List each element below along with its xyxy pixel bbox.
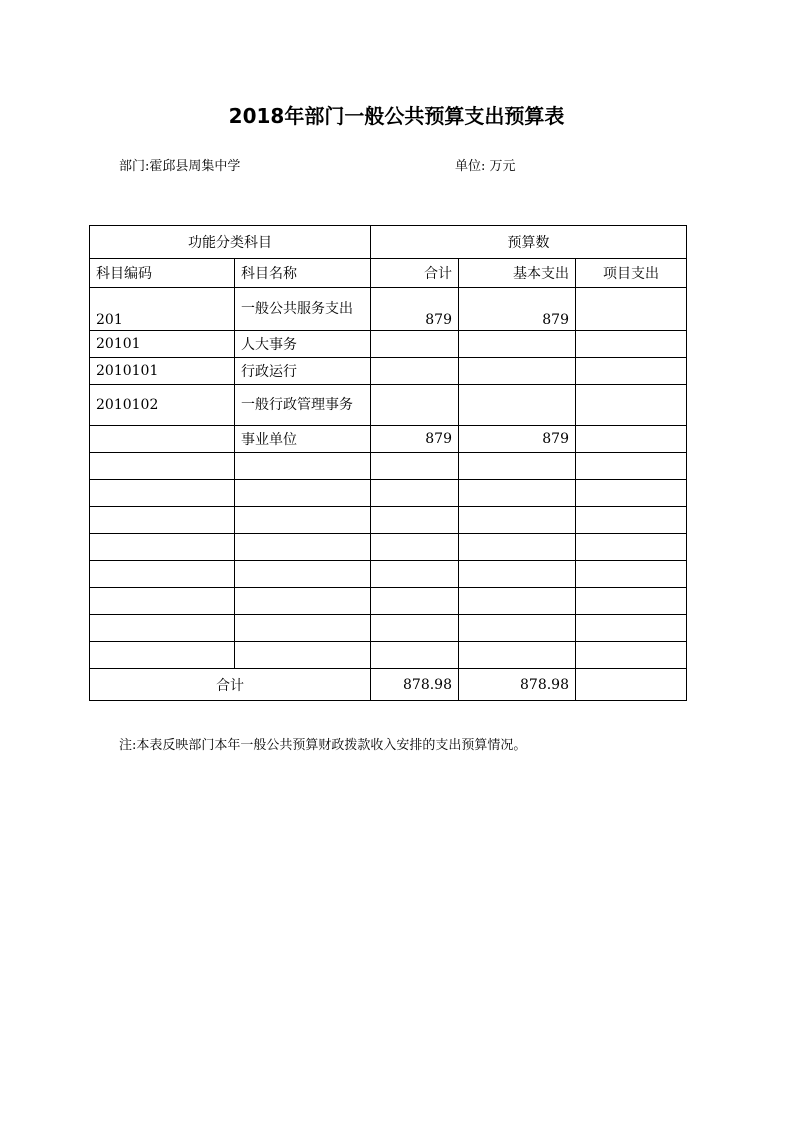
empty-table-row	[90, 480, 687, 507]
cell-basic: 879	[459, 288, 576, 331]
header-func-category: 功能分类科目	[90, 226, 371, 259]
empty-table-row	[90, 534, 687, 561]
cell-name: 人大事务	[235, 331, 371, 358]
cell-name: 一般行政管理事务	[235, 385, 371, 426]
table-header-row	[90, 226, 687, 259]
empty-table-row	[90, 615, 687, 642]
budget-table	[89, 225, 687, 701]
cell-name: 一般公共服务支出	[235, 288, 371, 331]
total-row	[90, 669, 687, 701]
footnote: 注:本表反映部门本年一般公共预算财政拨款收入安排的支出预算情况。	[119, 738, 527, 753]
header-total: 合计	[371, 259, 459, 288]
header-project: 项目支出	[576, 259, 687, 288]
total-basic: 878.98	[459, 669, 576, 701]
empty-table-row	[90, 642, 687, 669]
cell-basic: 879	[459, 426, 576, 453]
total-label: 合计	[90, 669, 371, 701]
page-title: 2018年部门一般公共预算支出预算表	[228, 104, 565, 128]
empty-table-row	[90, 588, 687, 615]
total-project	[576, 669, 687, 701]
header-basic: 基本支出	[459, 259, 576, 288]
cell-name: 行政运行	[235, 358, 371, 385]
cell-total	[371, 385, 459, 426]
cell-name: 事业单位	[235, 426, 371, 453]
table-subheader-row	[90, 259, 687, 288]
header-name: 科目名称	[235, 259, 371, 288]
table-row	[90, 288, 687, 331]
table-row	[90, 426, 687, 453]
department-label: 部门:霍邱县周集中学	[119, 159, 241, 174]
cell-code: 201	[90, 288, 235, 331]
header-budget-amount: 预算数	[371, 226, 687, 259]
cell-code: 2010102	[90, 385, 235, 426]
table-row	[90, 331, 687, 358]
total-sum: 878.98	[371, 669, 459, 701]
table-row	[90, 385, 687, 426]
empty-table-row	[90, 561, 687, 588]
cell-code: 20101	[90, 331, 235, 358]
cell-project	[576, 331, 687, 358]
unit-label: 单位: 万元	[455, 159, 516, 174]
cell-basic	[459, 331, 576, 358]
cell-code: 2010101	[90, 358, 235, 385]
header-code: 科目编码	[90, 259, 235, 288]
cell-project	[576, 358, 687, 385]
cell-total	[371, 331, 459, 358]
cell-project	[576, 426, 687, 453]
cell-total	[371, 358, 459, 385]
table-row	[90, 358, 687, 385]
cell-basic	[459, 385, 576, 426]
cell-project	[576, 288, 687, 331]
cell-basic	[459, 358, 576, 385]
cell-total: 879	[371, 426, 459, 453]
cell-code	[90, 426, 235, 453]
cell-project	[576, 385, 687, 426]
empty-table-row	[90, 453, 687, 480]
empty-table-row	[90, 507, 687, 534]
cell-total: 879	[371, 288, 459, 331]
